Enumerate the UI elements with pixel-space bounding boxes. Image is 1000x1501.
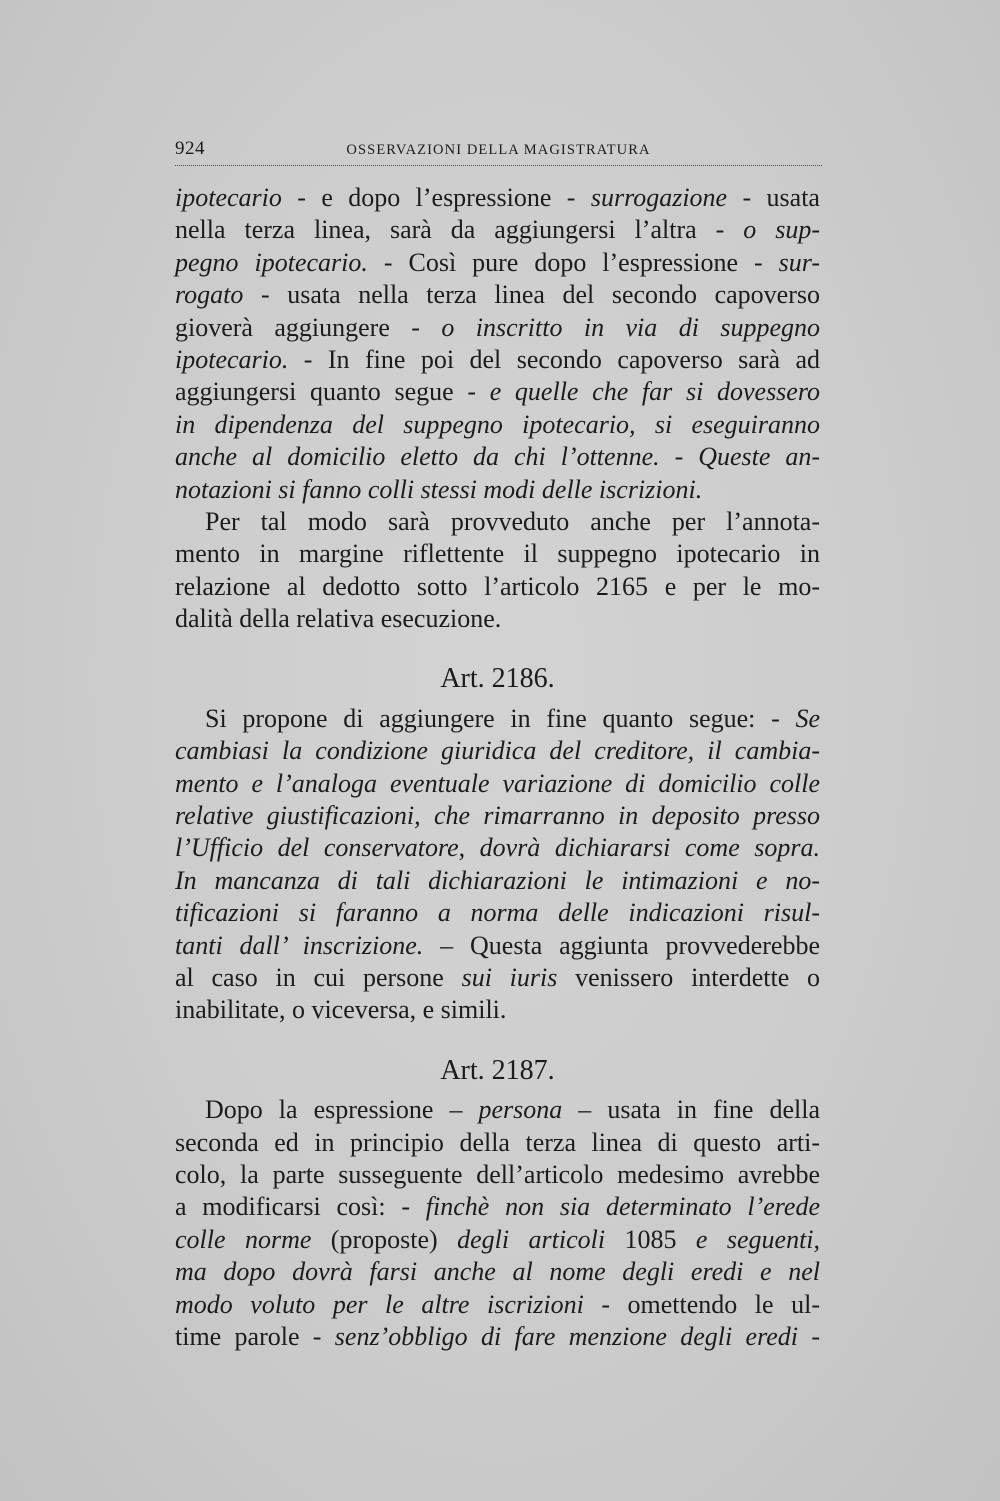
roman-text: (proposte) <box>311 1224 458 1254</box>
italic-text: sui iuris <box>461 962 558 992</box>
roman-text: relazione al dedotto sotto l’articolo 2165 e per le mo- <box>175 571 820 601</box>
text-line <box>175 1256 820 1288</box>
text-line <box>175 735 820 767</box>
text-line <box>175 182 820 214</box>
roman-text: Si propone di aggiungere in fine quanto segue: - <box>205 703 796 733</box>
text-line <box>175 897 820 929</box>
text-line <box>175 1321 820 1353</box>
italic-text: o sup- <box>743 215 820 245</box>
text-line <box>175 930 820 962</box>
text-line <box>175 474 820 506</box>
page-header <box>175 136 822 166</box>
roman-text: - omettendo le ul- <box>583 1289 820 1319</box>
roman-text: Per tal modo sarà provveduto anche per l’annota- <box>205 506 820 536</box>
text-line <box>175 1159 820 1191</box>
italic-text: persona <box>478 1095 563 1125</box>
text-line <box>175 571 820 603</box>
roman-text: - usata <box>727 183 820 212</box>
paragraph <box>175 506 820 636</box>
text-line <box>175 703 820 735</box>
italic-text: relative giustificazioni, che rimarranno in deposito presso <box>175 801 820 831</box>
text-line <box>175 279 820 311</box>
text-line <box>175 247 820 279</box>
roman-text: – usata in fine della <box>562 1095 820 1125</box>
italic-text: senz’obbligo di fare menzione degli eredi <box>334 1321 799 1351</box>
roman-text: - usata nella terza linea del secondo capoverso <box>243 280 820 310</box>
page-number: 924 <box>175 138 205 159</box>
roman-text: a modificarsi così: - <box>175 1192 426 1222</box>
roman-text: inabilitate, o viceversa, e simili. <box>175 995 507 1025</box>
roman-text: - In fine poi del secondo capoverso sarà ad <box>288 344 820 374</box>
text-line <box>175 1224 820 1256</box>
italic-text: In mancanza di tali dichiarazioni le intimazioni e no- <box>175 865 820 895</box>
text-line <box>175 603 820 635</box>
italic-text: ma dopo dovrà farsi anche al nome degli eredi e nel <box>175 1257 820 1287</box>
roman-text: – Questa aggiunta provvederebbe <box>423 930 820 960</box>
italic-text: pegno ipotecario. <box>175 247 368 277</box>
italic-text: ipotecario. <box>175 344 289 374</box>
roman-text: aggiungersi quanto segue - <box>175 377 490 407</box>
text-line <box>175 1127 820 1159</box>
italic-text: rogato <box>175 280 244 310</box>
text-line <box>175 441 820 473</box>
text-line <box>175 768 820 800</box>
roman-text: dalità della relativa esecuzione. <box>175 604 502 634</box>
text-line <box>175 214 820 246</box>
italic-text: tificazioni si faranno a norma delle indicazioni risul- <box>175 898 820 928</box>
italic-text: sur- <box>778 247 820 277</box>
text-line <box>175 994 820 1026</box>
text-line <box>175 832 820 864</box>
italic-text: ipotecario <box>175 183 282 212</box>
italic-text: notazioni si fanno colli stessi modi delle iscrizioni. <box>175 474 703 504</box>
body-text <box>175 182 820 1353</box>
text-line <box>175 800 820 832</box>
text-line <box>175 312 820 344</box>
text-line <box>175 1094 820 1126</box>
text-line <box>175 865 820 897</box>
italic-text: anche al domicilio eletto da chi l’ottenne. <box>175 442 660 472</box>
roman-text: - <box>798 1321 820 1351</box>
italic-text: cambiasi la condizione giuridica del creditore, il cambia- <box>175 736 820 766</box>
article-2187-paragraph <box>175 1094 820 1353</box>
roman-text: Dopo la espressione – <box>205 1095 479 1125</box>
roman-text: time parole - <box>175 1321 335 1351</box>
roman-text: nella terza linea, sarà da aggiungersi l’altra - <box>175 215 744 245</box>
italic-text: in dipendenza del suppegno ipotecario, si eseguiranno <box>175 409 820 439</box>
roman-text: - <box>659 442 699 472</box>
italic-text: tanti dall’ inscrizione. <box>175 930 424 960</box>
italic-text: mento e l’analoga eventuale variazione di domicilio colle <box>175 768 820 798</box>
text-line <box>175 538 820 570</box>
italic-text: o inscritto in via di suppegno <box>441 312 820 342</box>
article-heading-2187: Art. 2187. <box>440 1054 555 1086</box>
italic-text: colle norme <box>175 1224 312 1254</box>
roman-text: colo, la parte susseguente dell’articolo medesimo avrebbe <box>175 1159 820 1189</box>
italic-text: degli articoli <box>457 1224 606 1254</box>
italic-text: e seguenti, <box>695 1224 821 1254</box>
text-line <box>175 1191 820 1223</box>
text-line <box>175 962 820 994</box>
italic-text: e quelle che far si dovessero <box>489 377 820 407</box>
running-title: OSSERVAZIONI DELLA MAGISTRATURA <box>346 142 651 158</box>
italic-text: Se <box>795 703 820 733</box>
roman-text: - Così pure dopo l’espressione - <box>367 247 779 277</box>
italic-text: Queste an- <box>698 442 820 472</box>
text-line <box>175 1289 820 1321</box>
text-line <box>175 344 820 376</box>
italic-text: modo voluto per le altre iscrizioni <box>175 1289 584 1319</box>
paragraph-continued <box>175 182 820 506</box>
roman-text: mento in margine riflettente il suppegno ipotecario in <box>175 539 820 569</box>
roman-text: gioverà aggiungere - <box>175 312 442 342</box>
roman-text: seconda ed in principio della terza linea di questo arti- <box>175 1127 820 1157</box>
article-heading-2186: Art. 2186. <box>440 663 555 695</box>
roman-text: al caso in cui persone <box>175 962 462 992</box>
text-line <box>175 376 820 408</box>
roman-text: - e dopo l’espressione - <box>281 183 591 212</box>
italic-text: l’Ufficio del conservatore, dovrà dichiararsi come sopra. <box>175 833 820 863</box>
roman-text: 1085 <box>605 1224 696 1254</box>
italic-text: surrogazione <box>590 183 728 212</box>
article-2186-paragraph <box>175 703 820 1027</box>
text-line <box>175 506 820 538</box>
italic-text: finchè non sia determinato l’erede <box>425 1192 821 1222</box>
roman-text: venissero interdette o <box>557 962 820 992</box>
text-line <box>175 409 820 441</box>
